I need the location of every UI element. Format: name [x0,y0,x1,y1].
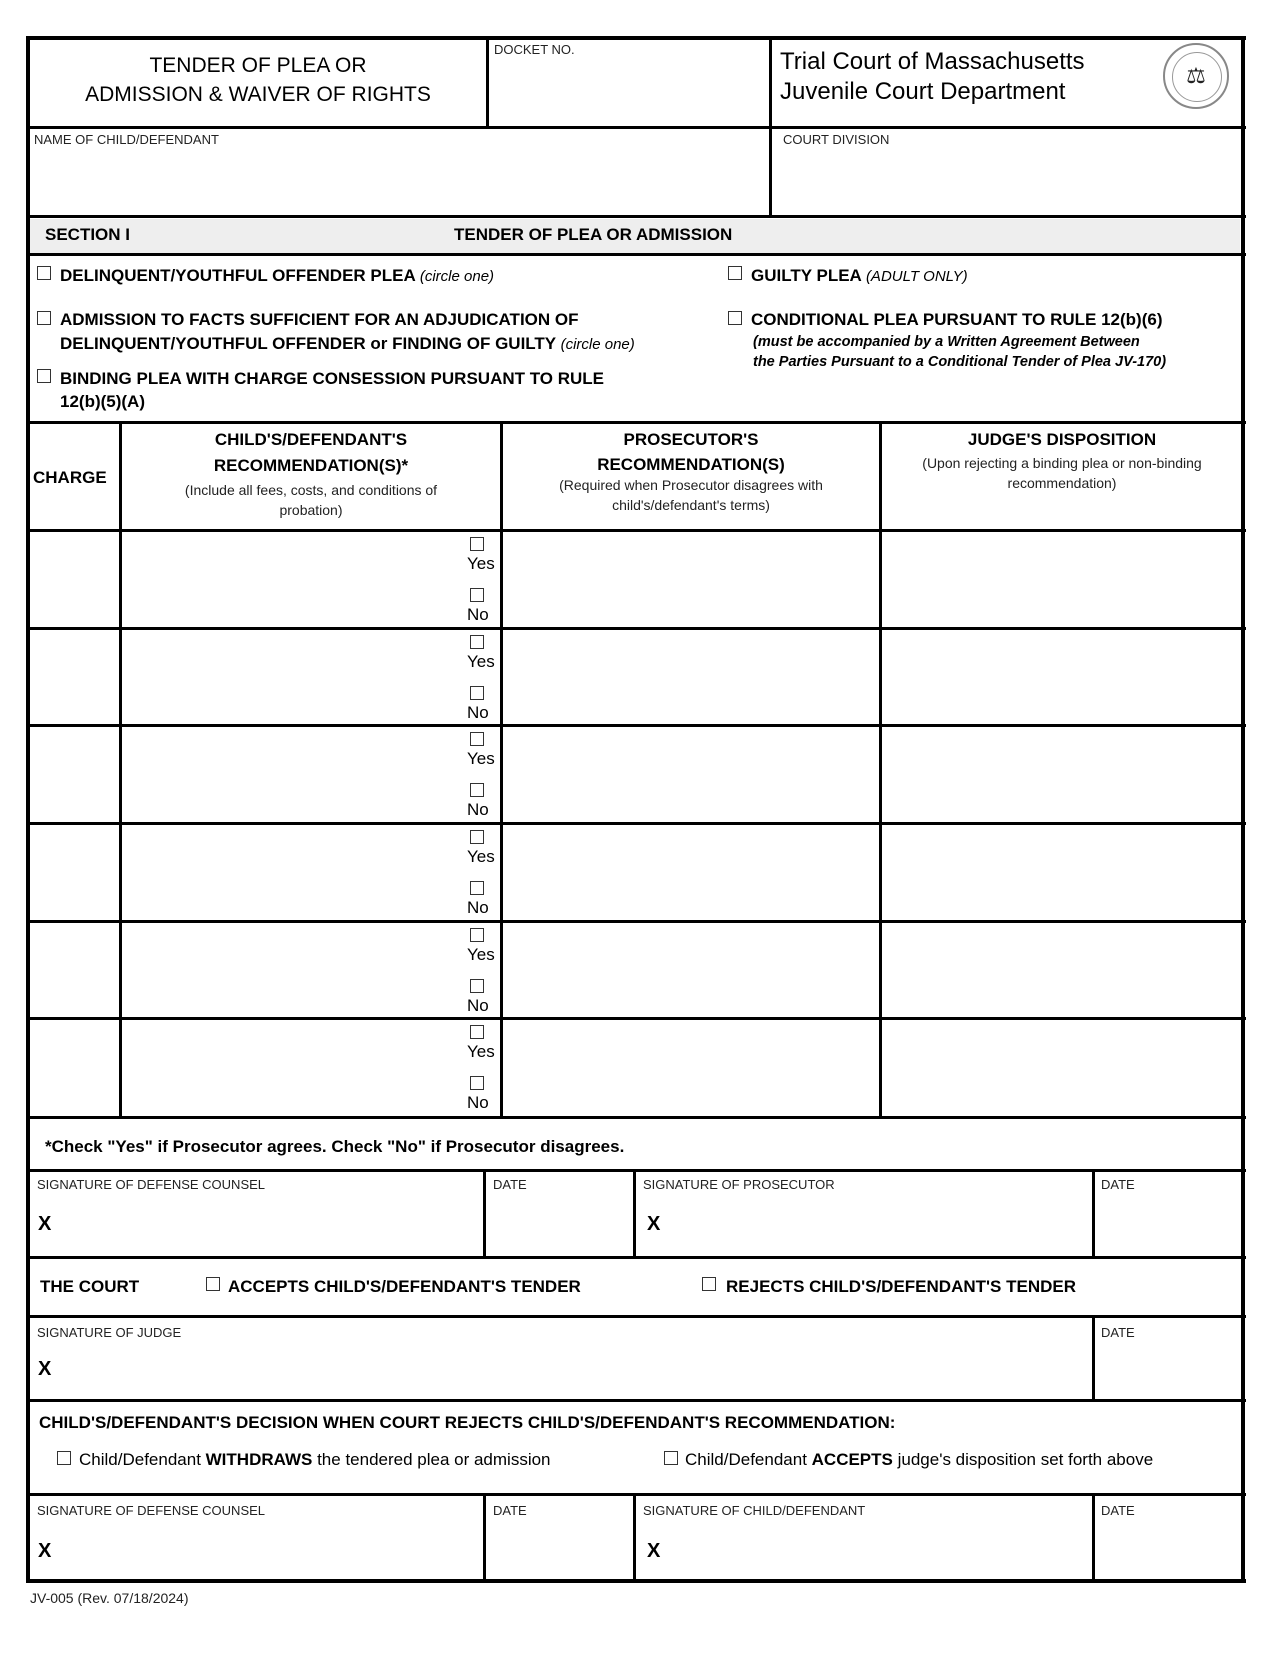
the-court-label: THE COURT [40,1277,140,1296]
divider [26,1169,1246,1172]
judge-disposition-cell[interactable] [882,726,1240,821]
judge-disposition-cell[interactable] [882,1019,1240,1114]
divider [26,421,1246,424]
charge-cell[interactable] [30,531,119,626]
child-recommendation-cell[interactable] [122,726,500,821]
yes-label: Yes [467,847,495,866]
withdraws-checkbox[interactable] [57,1451,71,1465]
no-label: No [467,703,489,722]
defense-signature-mark[interactable]: X [38,1213,52,1235]
accepts-tender-checkbox[interactable] [206,1277,220,1291]
divider [26,1399,1246,1402]
defense-date-label: DATE [493,1177,527,1192]
child-rec-sub1: (Include all fees, costs, and conditions of [184,482,438,498]
divider [486,36,489,128]
rejects-tender-label: REJECTS CHILD'S/DEFENDANT'S TENDER [726,1277,1077,1296]
prosecutor-recommendation-cell[interactable] [503,629,879,724]
admission-label-line1: ADMISSION TO FACTS SUFFICIENT FOR AN ADJUDICATION OF [60,310,579,329]
guilty-plea-label: GUILTY PLEA (ADULT ONLY) [751,266,968,285]
name-label: NAME OF CHILD/DEFENDANT [34,132,219,147]
no-label: No [467,996,489,1015]
binding-plea-line1: BINDING PLEA WITH CHARGE CONSESSION PURSUANT TO RULE [60,369,605,388]
judge-disposition-header: JUDGE'S DISPOSITION [967,430,1157,449]
divider [1241,36,1245,1583]
footnote: *Check "Yes" if Prosecutor agrees. Check "No" if Prosecutor disagrees. [45,1137,625,1156]
child-recommendation-cell[interactable] [122,1019,500,1114]
defense-signature-label: SIGNATURE OF DEFENSE COUNSEL [37,1177,266,1192]
prosecutor-recommendation-cell[interactable] [503,726,879,821]
child-signature-mark[interactable]: X [647,1540,661,1562]
charge-cell[interactable] [30,824,119,919]
child-rec-sub2: probation) [279,502,343,518]
divider [26,36,1246,40]
divider [1092,1169,1095,1258]
judge-signature-label: SIGNATURE OF JUDGE [37,1325,182,1340]
yes-label: Yes [467,554,495,573]
judge-disposition-cell[interactable] [882,531,1240,626]
prosecutor-agrees-yes-checkbox[interactable] [470,830,484,844]
divider [483,1169,486,1258]
child-rec-header-line2: RECOMMENDATION(S)* [213,456,409,475]
prosecutor-date-label: DATE [1101,1177,1135,1192]
accepts-disposition-label: Child/Defendant ACCEPTS judge's disposition set forth above [685,1450,1154,1469]
binding-plea-line2: 12(b)(5)(A) [60,392,145,411]
yes-label: Yes [467,749,495,768]
court-name: Trial Court of Massachusetts [780,48,1085,75]
prosecutor-agrees-no-checkbox[interactable] [470,686,484,700]
prosecutor-agrees-no-checkbox[interactable] [470,783,484,797]
defense-date-label-2: DATE [493,1503,527,1518]
divider [26,1493,1246,1496]
pros-rec-sub1: (Required when Prosecutor disagrees with [559,477,823,493]
child-recommendation-cell[interactable] [122,531,500,626]
charge-cell[interactable] [30,629,119,724]
defense-signature-mark-2[interactable]: X [38,1540,52,1562]
court-division-field[interactable] [773,150,1240,214]
divider [1092,1493,1095,1581]
divider [26,253,1246,256]
child-recommendation-cell[interactable] [122,922,500,1017]
prosecutor-agrees-yes-checkbox[interactable] [470,928,484,942]
judge-date-label: DATE [1101,1325,1135,1340]
form-title-line1: TENDER OF PLEA OR [149,54,367,77]
binding-plea-checkbox[interactable] [37,369,51,383]
prosecutor-recommendation-cell[interactable] [503,1019,879,1114]
yes-label: Yes [467,945,495,964]
table-row [30,531,1240,626]
pros-rec-header-line2: RECOMMENDATION(S) [597,455,785,474]
admission-checkbox[interactable] [37,311,51,325]
conditional-plea-checkbox[interactable] [728,311,742,325]
divider [483,1493,486,1581]
prosecutor-agrees-yes-checkbox[interactable] [470,537,484,551]
admission-label-line2: DELINQUENT/YOUTHFUL OFFENDER or FINDING OF GUILTY (circle one) [60,334,635,353]
docket-label: DOCKET NO. [494,42,575,57]
section-number: SECTION I [45,225,131,244]
no-label: No [467,800,489,819]
scales-icon: ⚖ [1186,63,1206,88]
child-recommendation-cell[interactable] [122,629,500,724]
child-recommendation-cell[interactable] [122,824,500,919]
table-row [30,922,1240,1017]
judge-disposition-cell[interactable] [882,824,1240,919]
table-row [30,726,1240,821]
divider [26,1579,1246,1583]
table-row [30,824,1240,919]
charge-cell[interactable] [30,726,119,821]
conditional-plea-label: CONDITIONAL PLEA PURSUANT TO RULE 12(b)(6) [751,310,1163,329]
divider [26,126,1246,129]
divider [26,1315,1246,1318]
guilty-plea-checkbox[interactable] [728,266,742,280]
accepts-tender-label: ACCEPTS CHILD'S/DEFENDANT'S TENDER [228,1277,581,1296]
section-title: TENDER OF PLEA OR ADMISSION [454,225,733,244]
no-label: No [467,605,489,624]
judge-disposition-cell[interactable] [882,629,1240,724]
charge-cell[interactable] [30,1019,119,1114]
yes-label: Yes [467,1042,495,1061]
delinquent-plea-checkbox[interactable] [37,266,51,280]
child-rec-header-line1: CHILD'S/DEFENDANT'S [214,430,408,449]
prosecutor-agrees-yes-checkbox[interactable] [470,1025,484,1039]
judge-disposition-cell[interactable] [882,922,1240,1017]
decision-heading: CHILD'S/DEFENDANT'S DECISION WHEN COURT REJECTS CHILD'S/DEFENDANT'S RECOMMENDATION: [39,1413,896,1432]
prosecutor-agrees-no-checkbox[interactable] [470,588,484,602]
child-signature-label: SIGNATURE OF CHILD/DEFENDANT [643,1503,866,1518]
no-label: No [467,898,489,917]
table-row [30,1019,1240,1114]
judge-signature-mark[interactable]: X [38,1358,52,1380]
divider [1092,1315,1095,1401]
accepts-disposition-checkbox[interactable] [664,1451,678,1465]
divider [26,215,1246,218]
divider [633,1169,636,1258]
prosecutor-recommendation-cell[interactable] [503,922,879,1017]
pros-rec-header-line1: PROSECUTOR'S [623,430,759,449]
rejects-tender-checkbox[interactable] [702,1277,716,1291]
conditional-plea-note1: (must be accompanied by a Written Agreement Between [753,334,1140,350]
divider [26,1256,1246,1259]
no-label: No [467,1093,489,1112]
court-division-label: COURT DIVISION [783,132,890,147]
table-row [30,629,1240,724]
form-number-footer: JV-005 (Rev. 07/18/2024) [30,1590,189,1606]
prosecutor-agrees-yes-checkbox[interactable] [470,635,484,649]
divider [633,1493,636,1581]
prosecutor-signature-label: SIGNATURE OF PROSECUTOR [643,1177,835,1192]
divider [26,1116,1246,1119]
prosecutor-agrees-no-checkbox[interactable] [470,979,484,993]
prosecutor-agrees-yes-checkbox[interactable] [470,732,484,746]
withdraws-label: Child/Defendant WITHDRAWS the tendered plea or admission [79,1450,551,1469]
defense-signature-label-2: SIGNATURE OF DEFENSE COUNSEL [37,1503,266,1518]
prosecutor-recommendation-cell[interactable] [503,531,879,626]
divider [769,36,772,217]
conditional-plea-note2: the Parties Pursuant to a Conditional Tender of Plea JV-170) [753,354,1167,370]
form-title-line2: ADMISSION & WAIVER OF RIGHTS [85,83,431,106]
docket-field[interactable] [490,60,768,125]
prosecutor-agrees-no-checkbox[interactable] [470,881,484,895]
judge-disposition-sub1: (Upon rejecting a binding plea or non-binding [922,455,1202,471]
child-date-label: DATE [1101,1503,1135,1518]
delinquent-plea-label: DELINQUENT/YOUTHFUL OFFENDER PLEA (circle one) [60,266,495,285]
charge-header: CHARGE [33,468,107,487]
pros-rec-sub2: child's/defendant's terms) [612,497,770,513]
department-name: Juvenile Court Department [780,78,1066,105]
trial-court-seal-logo [1163,43,1229,109]
charge-cell[interactable] [30,922,119,1017]
name-field[interactable] [30,150,768,214]
yes-label: Yes [467,652,495,671]
prosecutor-recommendation-cell[interactable] [503,824,879,919]
prosecutor-signature-mark[interactable]: X [647,1213,661,1235]
judge-disposition-sub2: recommendation) [1007,475,1117,491]
prosecutor-agrees-no-checkbox[interactable] [470,1076,484,1090]
